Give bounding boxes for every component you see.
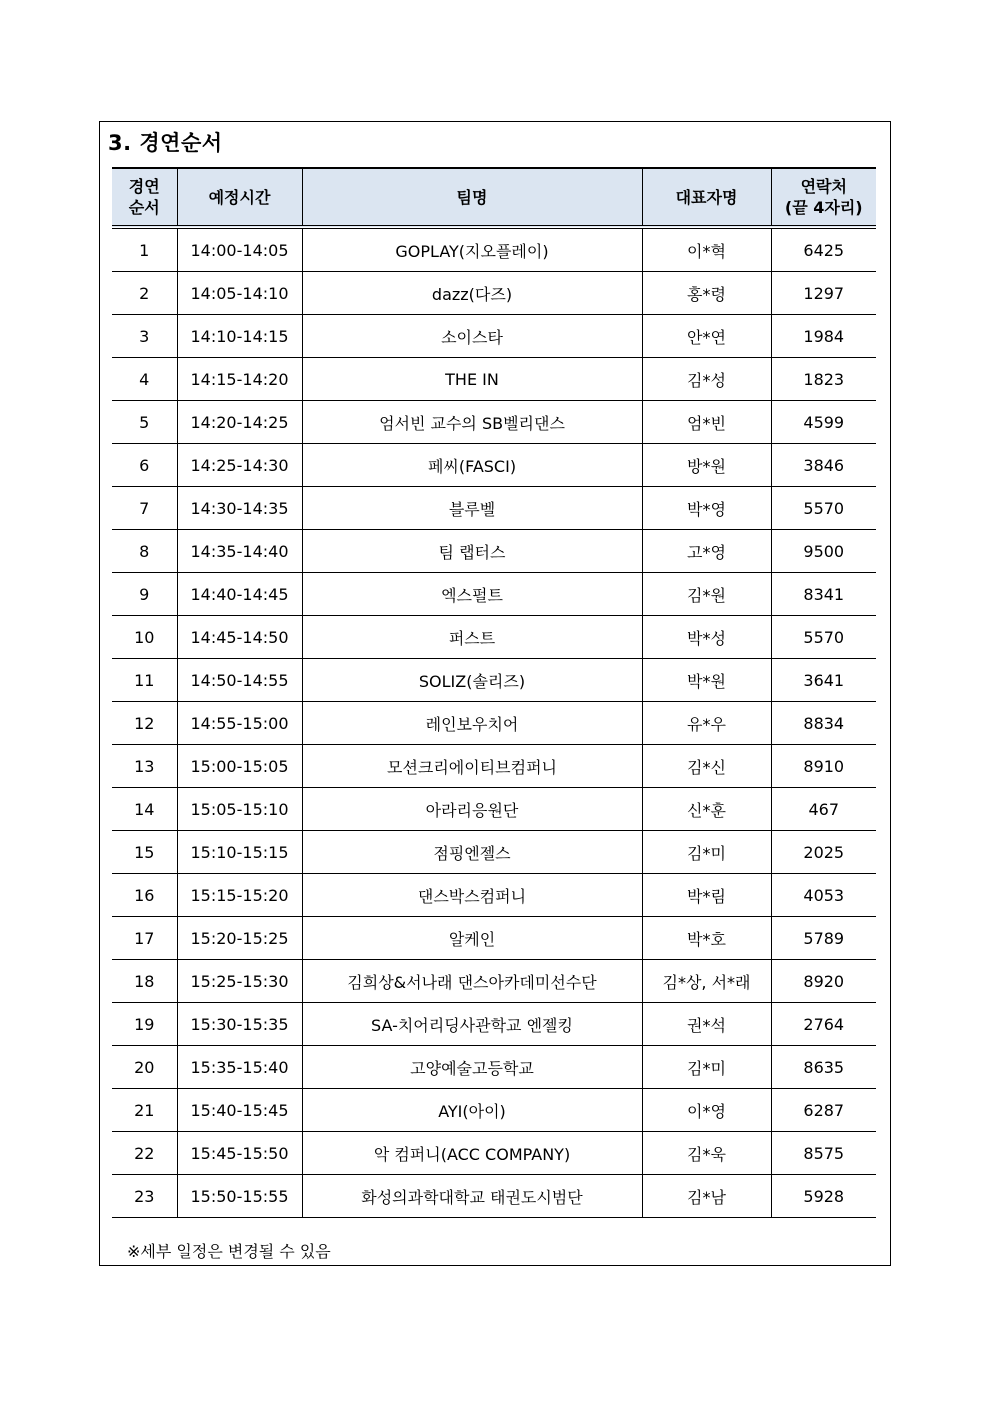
cell-team: 엑스펄트 xyxy=(302,573,642,616)
cell-team: 레인보우치어 xyxy=(302,702,642,745)
cell-representative: 안*연 xyxy=(642,315,771,358)
cell-representative: 박*영 xyxy=(642,487,771,530)
table-row xyxy=(112,874,876,917)
cell-contact: 5928 xyxy=(771,1175,876,1218)
cell-representative: 신*훈 xyxy=(642,788,771,831)
cell-order: 8 xyxy=(112,530,177,573)
table-row xyxy=(112,1046,876,1089)
cell-order: 19 xyxy=(112,1003,177,1046)
cell-order: 9 xyxy=(112,573,177,616)
cell-contact: 8910 xyxy=(771,745,876,788)
cell-order: 10 xyxy=(112,616,177,659)
cell-team: 퍼스트 xyxy=(302,616,642,659)
performance-schedule-table xyxy=(112,167,876,1218)
cell-contact: 8341 xyxy=(771,573,876,616)
cell-team: 점핑엔젤스 xyxy=(302,831,642,874)
table-row xyxy=(112,272,876,315)
cell-team: 페씨(FASCI) xyxy=(302,444,642,487)
cell-time: 14:40-14:45 xyxy=(177,573,302,616)
cell-contact: 8575 xyxy=(771,1132,876,1175)
cell-time: 14:35-14:40 xyxy=(177,530,302,573)
cell-team: 엄서빈 교수의 SB벨리댄스 xyxy=(302,401,642,444)
cell-team: 블루벨 xyxy=(302,487,642,530)
table-row xyxy=(112,831,876,874)
cell-order: 14 xyxy=(112,788,177,831)
cell-order: 7 xyxy=(112,487,177,530)
cell-representative: 이*혁 xyxy=(642,227,771,272)
table-row xyxy=(112,917,876,960)
table-row xyxy=(112,788,876,831)
cell-team: SOLIZ(솔리즈) xyxy=(302,659,642,702)
cell-representative: 김*미 xyxy=(642,1046,771,1089)
cell-contact: 4053 xyxy=(771,874,876,917)
cell-team: GOPLAY(지오플레이) xyxy=(302,227,642,272)
cell-contact: 8920 xyxy=(771,960,876,1003)
cell-contact: 2764 xyxy=(771,1003,876,1046)
cell-time: 15:05-15:10 xyxy=(177,788,302,831)
cell-team: 알케인 xyxy=(302,917,642,960)
cell-team: THE IN xyxy=(302,358,642,401)
cell-contact: 3846 xyxy=(771,444,876,487)
table-row xyxy=(112,530,876,573)
cell-contact: 5570 xyxy=(771,487,876,530)
cell-order: 6 xyxy=(112,444,177,487)
cell-order: 4 xyxy=(112,358,177,401)
cell-time: 15:15-15:20 xyxy=(177,874,302,917)
section-title: 3. 경연순서 xyxy=(108,131,223,155)
cell-team: 화성의과학대학교 태권도시범단 xyxy=(302,1175,642,1218)
cell-team: dazz(다즈) xyxy=(302,272,642,315)
cell-contact: 6425 xyxy=(771,227,876,272)
cell-representative: 박*호 xyxy=(642,917,771,960)
table-row xyxy=(112,401,876,444)
table-row xyxy=(112,1089,876,1132)
cell-contact: 8635 xyxy=(771,1046,876,1089)
cell-order: 18 xyxy=(112,960,177,1003)
cell-contact: 8834 xyxy=(771,702,876,745)
cell-time: 15:30-15:35 xyxy=(177,1003,302,1046)
cell-team: SA-치어리딩사관학교 엔젤킹 xyxy=(302,1003,642,1046)
cell-time: 14:20-14:25 xyxy=(177,401,302,444)
cell-time: 15:40-15:45 xyxy=(177,1089,302,1132)
cell-representative: 박*원 xyxy=(642,659,771,702)
cell-time: 15:25-15:30 xyxy=(177,960,302,1003)
cell-representative: 김*신 xyxy=(642,745,771,788)
cell-representative: 김*원 xyxy=(642,573,771,616)
cell-contact: 2025 xyxy=(771,831,876,874)
cell-time: 14:05-14:10 xyxy=(177,272,302,315)
header-order-line1: 경연 xyxy=(128,177,160,196)
cell-time: 14:55-15:00 xyxy=(177,702,302,745)
cell-contact: 5789 xyxy=(771,917,876,960)
cell-time: 15:35-15:40 xyxy=(177,1046,302,1089)
table-row xyxy=(112,702,876,745)
cell-time: 14:30-14:35 xyxy=(177,487,302,530)
cell-team: 아라리응원단 xyxy=(302,788,642,831)
schedule-section xyxy=(99,121,891,1266)
table-row xyxy=(112,960,876,1003)
cell-order: 15 xyxy=(112,831,177,874)
cell-time: 15:10-15:15 xyxy=(177,831,302,874)
table-row xyxy=(112,659,876,702)
cell-contact: 3641 xyxy=(771,659,876,702)
cell-time: 15:00-15:05 xyxy=(177,745,302,788)
cell-time: 14:15-14:20 xyxy=(177,358,302,401)
cell-team: 모션크리에이티브컴퍼니 xyxy=(302,745,642,788)
table-row xyxy=(112,573,876,616)
table-body xyxy=(112,227,876,1218)
table-row xyxy=(112,358,876,401)
cell-team: 소이스타 xyxy=(302,315,642,358)
cell-representative: 고*영 xyxy=(642,530,771,573)
cell-contact: 9500 xyxy=(771,530,876,573)
cell-time: 14:00-14:05 xyxy=(177,227,302,272)
cell-representative: 김*성 xyxy=(642,358,771,401)
cell-representative: 김*상, 서*래 xyxy=(642,960,771,1003)
cell-order: 17 xyxy=(112,917,177,960)
cell-contact: 1297 xyxy=(771,272,876,315)
cell-time: 14:10-14:15 xyxy=(177,315,302,358)
cell-order: 22 xyxy=(112,1132,177,1175)
table-row xyxy=(112,487,876,530)
header-contact-line2: (끝 4자리) xyxy=(784,198,863,217)
cell-time: 14:45-14:50 xyxy=(177,616,302,659)
cell-order: 1 xyxy=(112,227,177,272)
table-row xyxy=(112,1175,876,1218)
cell-team: 고양예술고등학교 xyxy=(302,1046,642,1089)
cell-representative: 유*우 xyxy=(642,702,771,745)
header-contact-line1: 연락처 xyxy=(800,177,847,196)
header-order xyxy=(112,168,177,227)
table-header-row xyxy=(112,168,876,227)
cell-contact: 1984 xyxy=(771,315,876,358)
cell-representative: 방*원 xyxy=(642,444,771,487)
cell-order: 13 xyxy=(112,745,177,788)
cell-representative: 홍*령 xyxy=(642,272,771,315)
cell-representative: 박*림 xyxy=(642,874,771,917)
table-row xyxy=(112,616,876,659)
cell-contact: 4599 xyxy=(771,401,876,444)
cell-order: 11 xyxy=(112,659,177,702)
cell-representative: 이*영 xyxy=(642,1089,771,1132)
header-team: 팀명 xyxy=(302,168,642,227)
cell-representative: 엄*빈 xyxy=(642,401,771,444)
header-order-line2: 순서 xyxy=(128,198,160,217)
table-row xyxy=(112,227,876,272)
cell-contact: 467 xyxy=(771,788,876,831)
cell-time: 14:25-14:30 xyxy=(177,444,302,487)
cell-order: 3 xyxy=(112,315,177,358)
cell-order: 12 xyxy=(112,702,177,745)
cell-team: 악 컴퍼니(ACC COMPANY) xyxy=(302,1132,642,1175)
table-row xyxy=(112,444,876,487)
cell-time: 14:50-14:55 xyxy=(177,659,302,702)
cell-team: 김희상&서나래 댄스아카데미선수단 xyxy=(302,960,642,1003)
cell-representative: 김*미 xyxy=(642,831,771,874)
cell-contact: 5570 xyxy=(771,616,876,659)
table-row xyxy=(112,1132,876,1175)
cell-time: 15:20-15:25 xyxy=(177,917,302,960)
cell-order: 20 xyxy=(112,1046,177,1089)
cell-order: 23 xyxy=(112,1175,177,1218)
cell-time: 15:50-15:55 xyxy=(177,1175,302,1218)
cell-representative: 권*석 xyxy=(642,1003,771,1046)
cell-representative: 김*남 xyxy=(642,1175,771,1218)
cell-contact: 1823 xyxy=(771,358,876,401)
cell-team: 댄스박스컴퍼니 xyxy=(302,874,642,917)
cell-order: 2 xyxy=(112,272,177,315)
table-row xyxy=(112,1003,876,1046)
cell-contact: 6287 xyxy=(771,1089,876,1132)
cell-representative: 박*성 xyxy=(642,616,771,659)
cell-team: AYI(아이) xyxy=(302,1089,642,1132)
schedule-note: ※세부 일정은 변경될 수 있음 xyxy=(127,1242,331,1261)
header-time: 예정시간 xyxy=(177,168,302,227)
cell-order: 21 xyxy=(112,1089,177,1132)
cell-order: 16 xyxy=(112,874,177,917)
header-contact xyxy=(771,168,876,227)
table-row xyxy=(112,745,876,788)
cell-time: 15:45-15:50 xyxy=(177,1132,302,1175)
header-representative: 대표자명 xyxy=(642,168,771,227)
cell-team: 팀 랩터스 xyxy=(302,530,642,573)
cell-order: 5 xyxy=(112,401,177,444)
table-row xyxy=(112,315,876,358)
cell-representative: 김*욱 xyxy=(642,1132,771,1175)
